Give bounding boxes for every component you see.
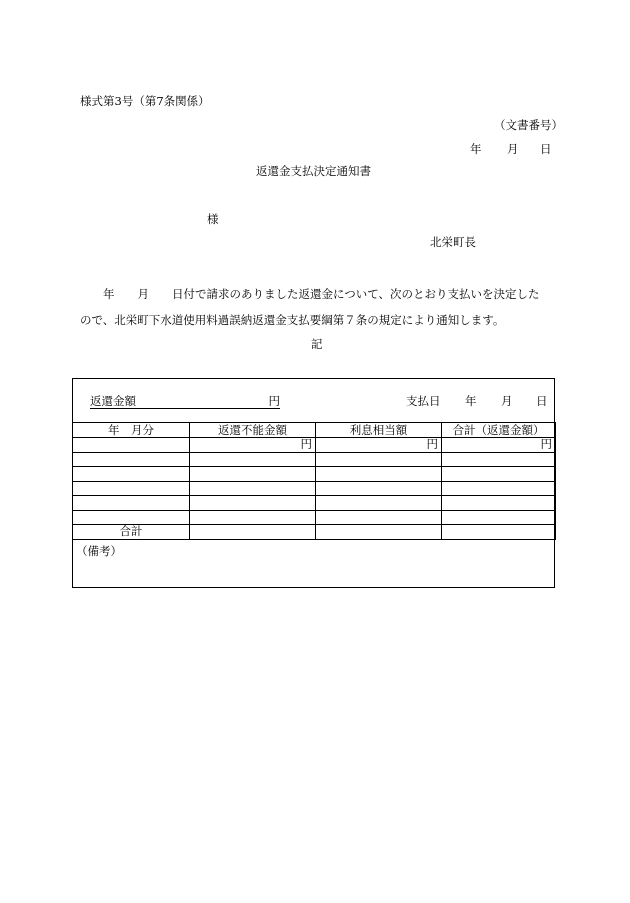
body-line-2: ので、北栄町下水道使用料過誤納返還金支払要綱第７条の規定により通知します。 [80,313,505,327]
table-header-row [73,423,556,438]
pay-date-label: 支払日 [406,394,441,408]
table-row [73,438,556,453]
page-title: 返還金支払決定通知書 [256,164,371,178]
pay-date-month: 月 [501,394,513,408]
header-interest: 利息相当額 [316,423,442,438]
header-unrefundable: 返還不能金額 [190,423,316,438]
issuer: 北栄町長 [430,235,476,249]
yen-unit: 円 [190,438,316,453]
recipient-suffix: 様 [207,212,219,226]
amount-row [73,379,554,422]
table-total-row [73,525,556,540]
table-row [73,467,556,482]
remarks-label: （備考） [76,544,122,558]
date-day: 日 [540,142,552,156]
yen-unit: 円 [316,438,442,453]
header-month: 年 月分 [73,423,190,438]
pay-date-day: 日 [536,394,548,408]
date-year: 年 [470,142,482,156]
header-total: 合計（返還金額） [442,423,556,438]
total-label: 合計 [73,525,190,540]
refund-table [72,422,556,540]
table-cell [442,525,556,540]
refund-amount-field [90,394,280,409]
table-row [73,481,556,496]
pay-date-year: 年 [465,394,477,408]
details-box [72,378,555,588]
table-cell [316,525,442,540]
ki-heading: 記 [311,337,323,351]
refund-amount-label: 返還金額 [90,394,136,408]
table-cell [73,438,190,453]
table-row [73,452,556,467]
document-number: （文書番号） [494,118,563,132]
table-row [73,496,556,511]
table-row [73,510,556,525]
yen-unit: 円 [442,438,556,453]
date-month: 月 [507,142,519,156]
table-cell [190,525,316,540]
body-line-1: 年 月 日付で請求のありました返還金について、次のとおり支払いを決定した [80,287,540,301]
form-number: 様式第3号（第7条関係） [80,94,210,108]
refund-amount-unit: 円 [268,394,280,408]
